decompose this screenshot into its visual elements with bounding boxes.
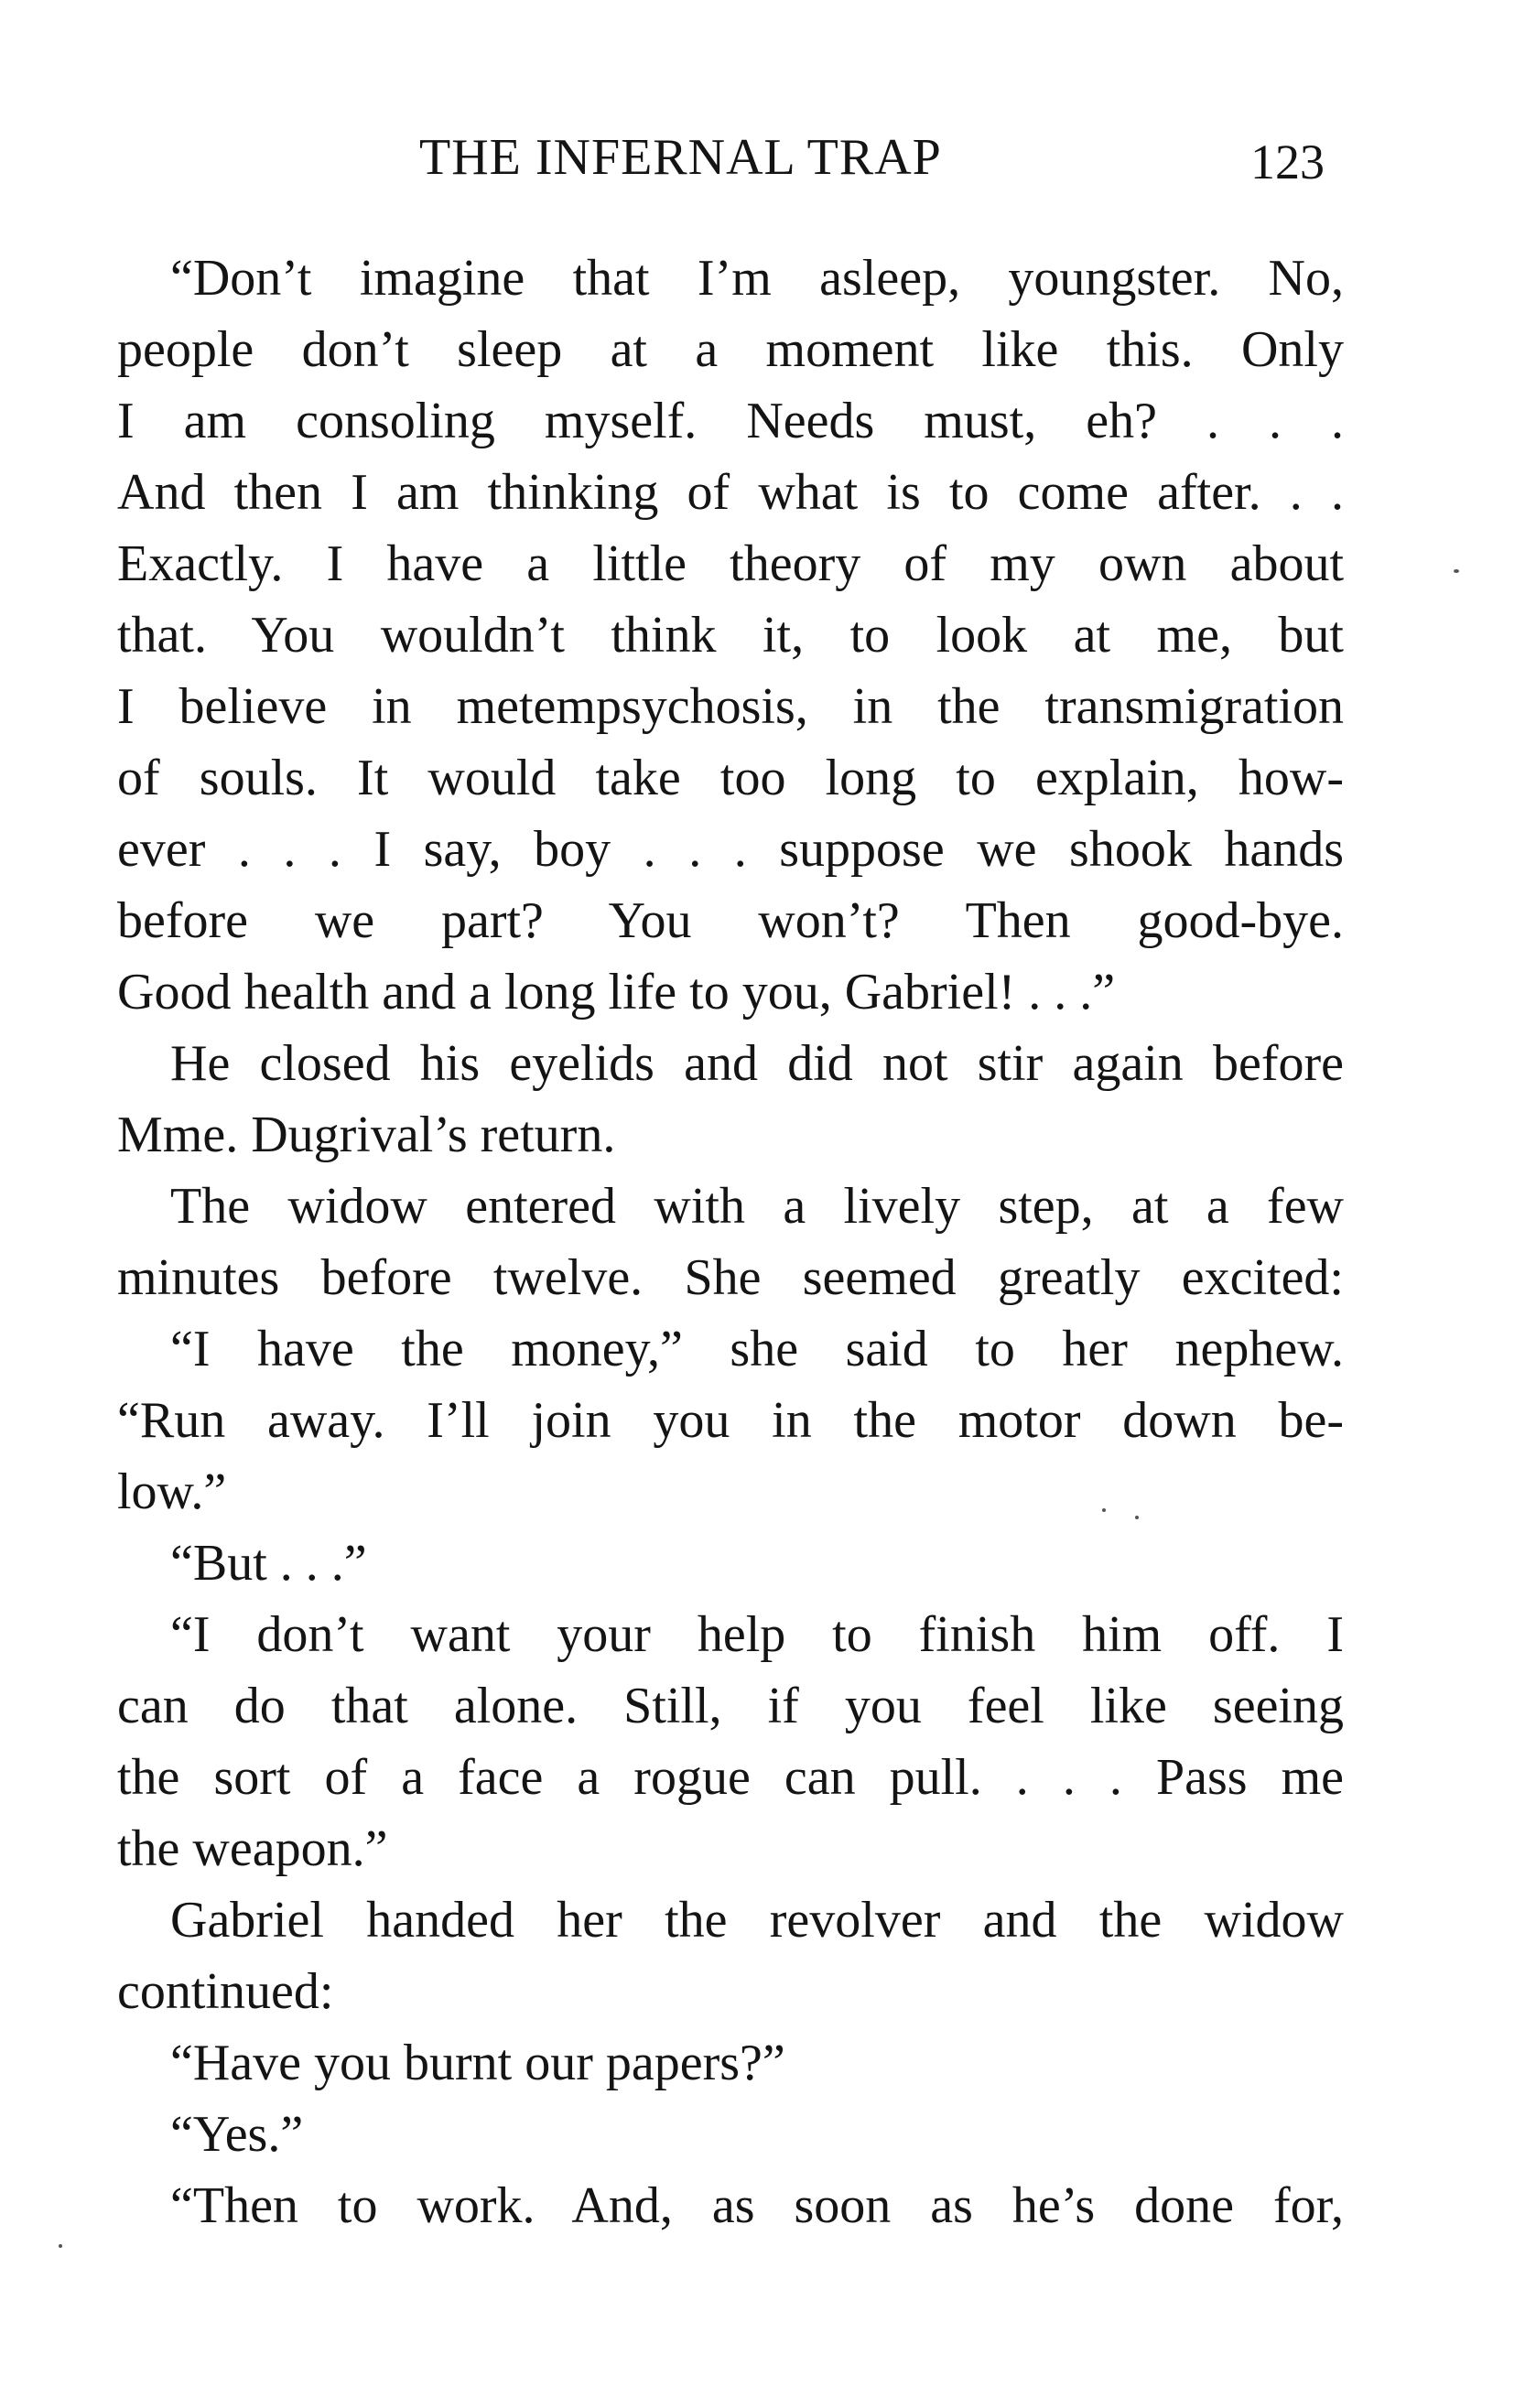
scan-speck xyxy=(1135,1516,1139,1519)
text-line: “Yes.” xyxy=(170,2106,304,2163)
text-line: of souls. It would take too long to explain, how- xyxy=(117,750,1344,806)
text-line: that. You wouldn’t think it, to look at me, but xyxy=(117,607,1344,664)
text-line: “I have the money,” she said to her nephew. xyxy=(170,1321,1344,1377)
text-line: before we part? You won’t? Then good-bye. xyxy=(117,892,1344,949)
text-line: “Have you burnt our papers?” xyxy=(170,2035,785,2091)
text-line: I am consoling myself. Needs must, eh? . . . xyxy=(117,393,1344,449)
text-line: And then I am thinking of what is to come after. . . xyxy=(117,464,1344,521)
text-line: He closed his eyelids and did not stir again before xyxy=(170,1035,1344,1092)
text-line: The widow entered with a lively step, at a few xyxy=(170,1178,1344,1235)
text-line: Gabriel handed her the revolver and the widow xyxy=(170,1892,1344,1949)
scan-speck xyxy=(59,2244,62,2248)
text-line: “Then to work. And, as soon as he’s done for, xyxy=(170,2177,1344,2234)
text-line: the sort of a face a rogue can pull. . . . Pass me xyxy=(117,1749,1344,1806)
running-title: THE INFERNAL TRAP xyxy=(419,129,942,186)
scan-speck xyxy=(1454,569,1459,573)
text-line: “But . . .” xyxy=(170,1535,367,1592)
text-line: Good health and a long life to you, Gabriel! . . .” xyxy=(117,964,1116,1020)
text-line: Exactly. I have a little theory of my own about xyxy=(117,535,1344,592)
text-line: continued: xyxy=(117,1963,334,2020)
text-line: can do that alone. Still, if you feel like seeing xyxy=(117,1678,1344,1734)
text-line: “Run away. I’ll join you in the motor down be- xyxy=(117,1392,1344,1449)
text-line: I believe in metempsychosis, in the transmigration xyxy=(117,678,1344,735)
scan-speck xyxy=(1102,1508,1106,1512)
page-number: 123 xyxy=(1250,135,1325,189)
text-line: the weapon.” xyxy=(117,1820,388,1877)
text-line: Mme. Dugrival’s return. xyxy=(117,1107,616,1163)
text-line: minutes before twelve. She seemed greatly excited: xyxy=(117,1249,1344,1306)
text-line: low.” xyxy=(117,1463,227,1520)
text-line: “Don’t imagine that I’m asleep, youngster. No, xyxy=(170,250,1344,307)
page-header xyxy=(0,128,1536,192)
text-line: ever . . . I say, boy . . . suppose we shook hands xyxy=(117,821,1344,878)
text-line: “I don’t want your help to finish him off. I xyxy=(170,1606,1344,1663)
text-line: people don’t sleep at a moment like this. Only xyxy=(117,321,1344,378)
